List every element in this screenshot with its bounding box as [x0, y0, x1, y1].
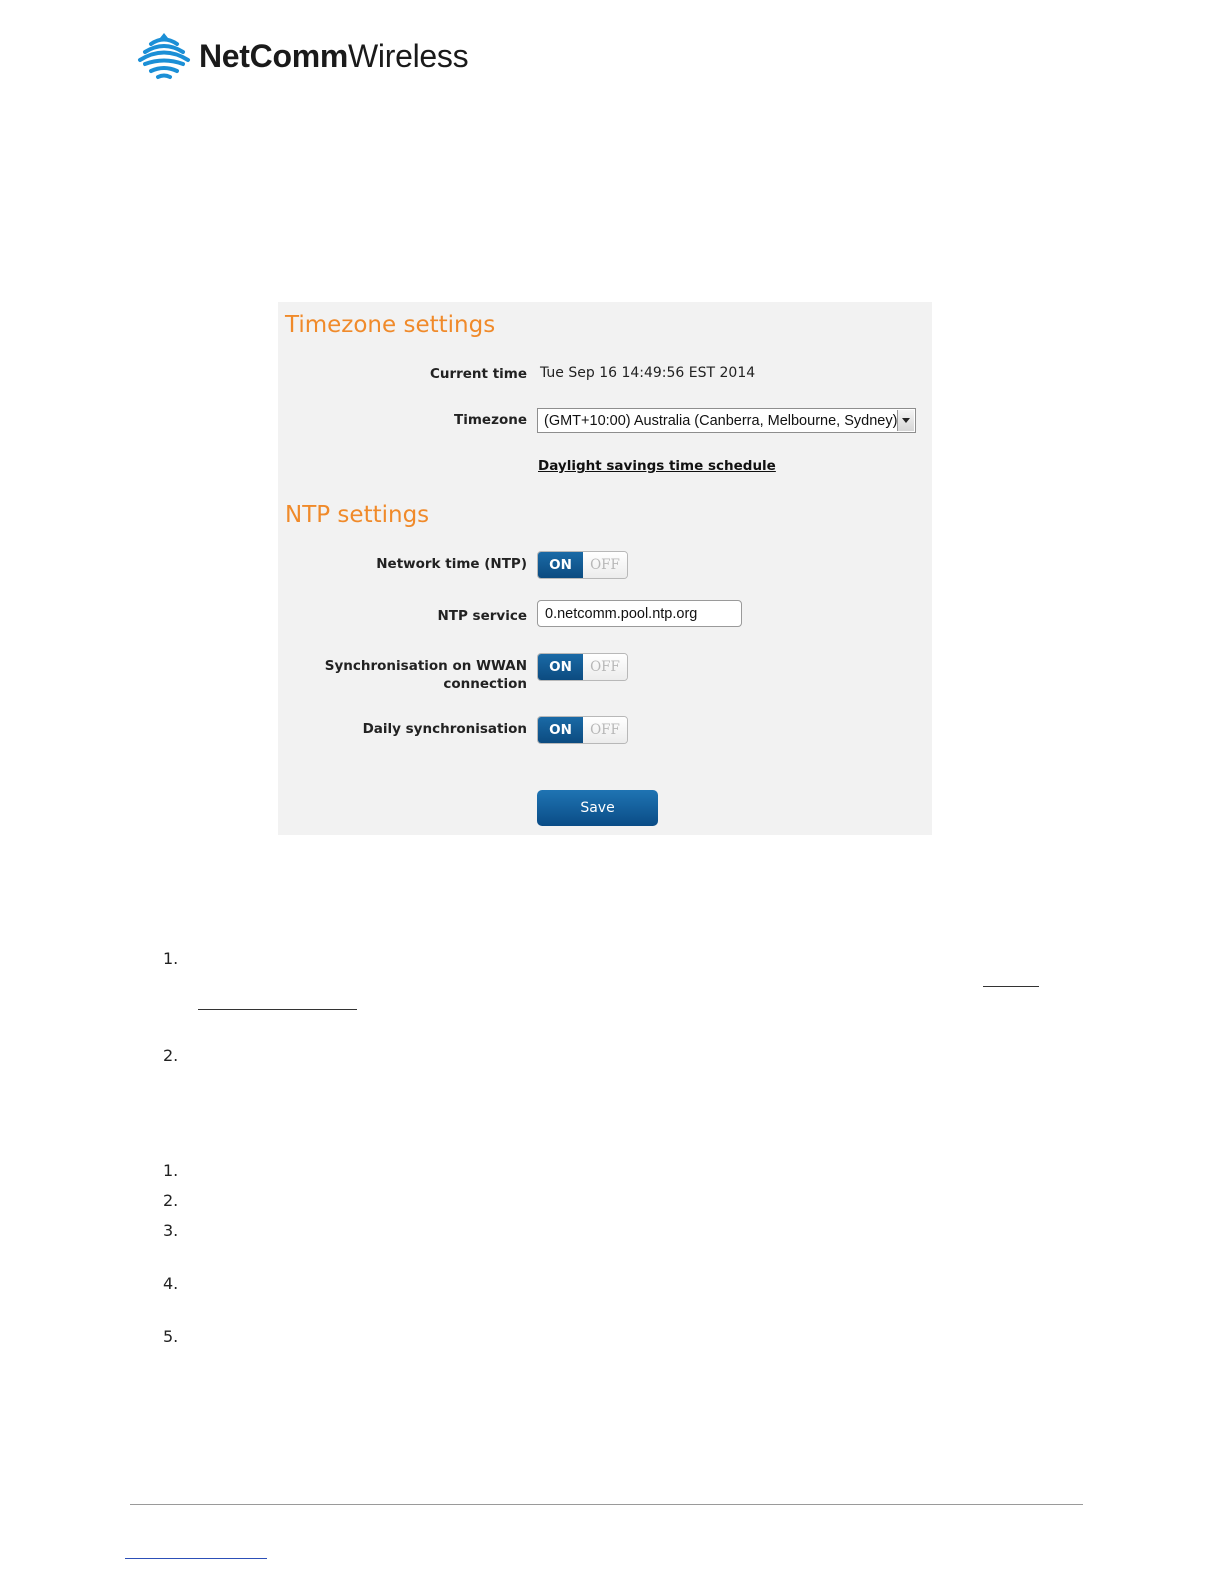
- daylight-savings-link[interactable]: Daylight savings time schedule: [538, 458, 776, 474]
- list-number: 3.: [163, 1221, 179, 1240]
- wifi-logo-icon: [137, 31, 191, 81]
- brand-name: NetCommWireless: [199, 38, 469, 74]
- list-number: 1.: [163, 949, 179, 968]
- toggle-on[interactable]: ON: [538, 717, 583, 743]
- ntp-settings-title: NTP settings: [285, 502, 430, 528]
- current-time-value: Tue Sep 16 14:49:56 EST 2014: [540, 365, 756, 381]
- timezone-settings-title: Timezone settings: [285, 312, 496, 338]
- save-button[interactable]: Save: [537, 790, 658, 826]
- daily-sync-label: Daily synchronisation: [362, 721, 527, 737]
- link-underline: [198, 1009, 357, 1010]
- sync-wwan-label: Synchronisation on WWAN connection: [324, 658, 527, 692]
- list-number: 2.: [163, 1191, 179, 1210]
- list-number: 2.: [163, 1046, 179, 1065]
- link-underline: [983, 986, 1039, 987]
- sync-wwan-toggle[interactable]: [537, 653, 628, 681]
- list-number: 5.: [163, 1327, 179, 1346]
- toggle-off[interactable]: OFF: [583, 552, 627, 578]
- settings-panel: [278, 302, 932, 835]
- current-time-label: Current time: [429, 366, 527, 382]
- network-time-toggle[interactable]: [537, 551, 628, 579]
- timezone-select-value: (GMT+10:00) Australia (Canberra, Melbourne, Sydney): [544, 413, 898, 429]
- toggle-on[interactable]: ON: [538, 552, 583, 578]
- toggle-on[interactable]: ON: [538, 654, 583, 680]
- toggle-off[interactable]: OFF: [583, 654, 627, 680]
- timezone-select[interactable]: [537, 408, 916, 433]
- network-time-label: Network time (NTP): [376, 556, 527, 572]
- timezone-label: Timezone: [454, 412, 527, 428]
- footer-link-underline[interactable]: [125, 1558, 267, 1559]
- daily-sync-toggle[interactable]: [537, 716, 628, 744]
- list-number: 4.: [163, 1274, 179, 1293]
- ntp-service-input[interactable]: [537, 600, 742, 627]
- ntp-service-label: NTP service: [437, 608, 527, 624]
- toggle-off[interactable]: OFF: [583, 717, 627, 743]
- ntp-service-value: 0.netcomm.pool.ntp.org: [545, 606, 698, 622]
- list-number: 1.: [163, 1161, 179, 1180]
- netcomm-logo: [137, 30, 468, 82]
- chevron-down-icon[interactable]: [897, 410, 914, 431]
- footer-divider: [130, 1504, 1083, 1505]
